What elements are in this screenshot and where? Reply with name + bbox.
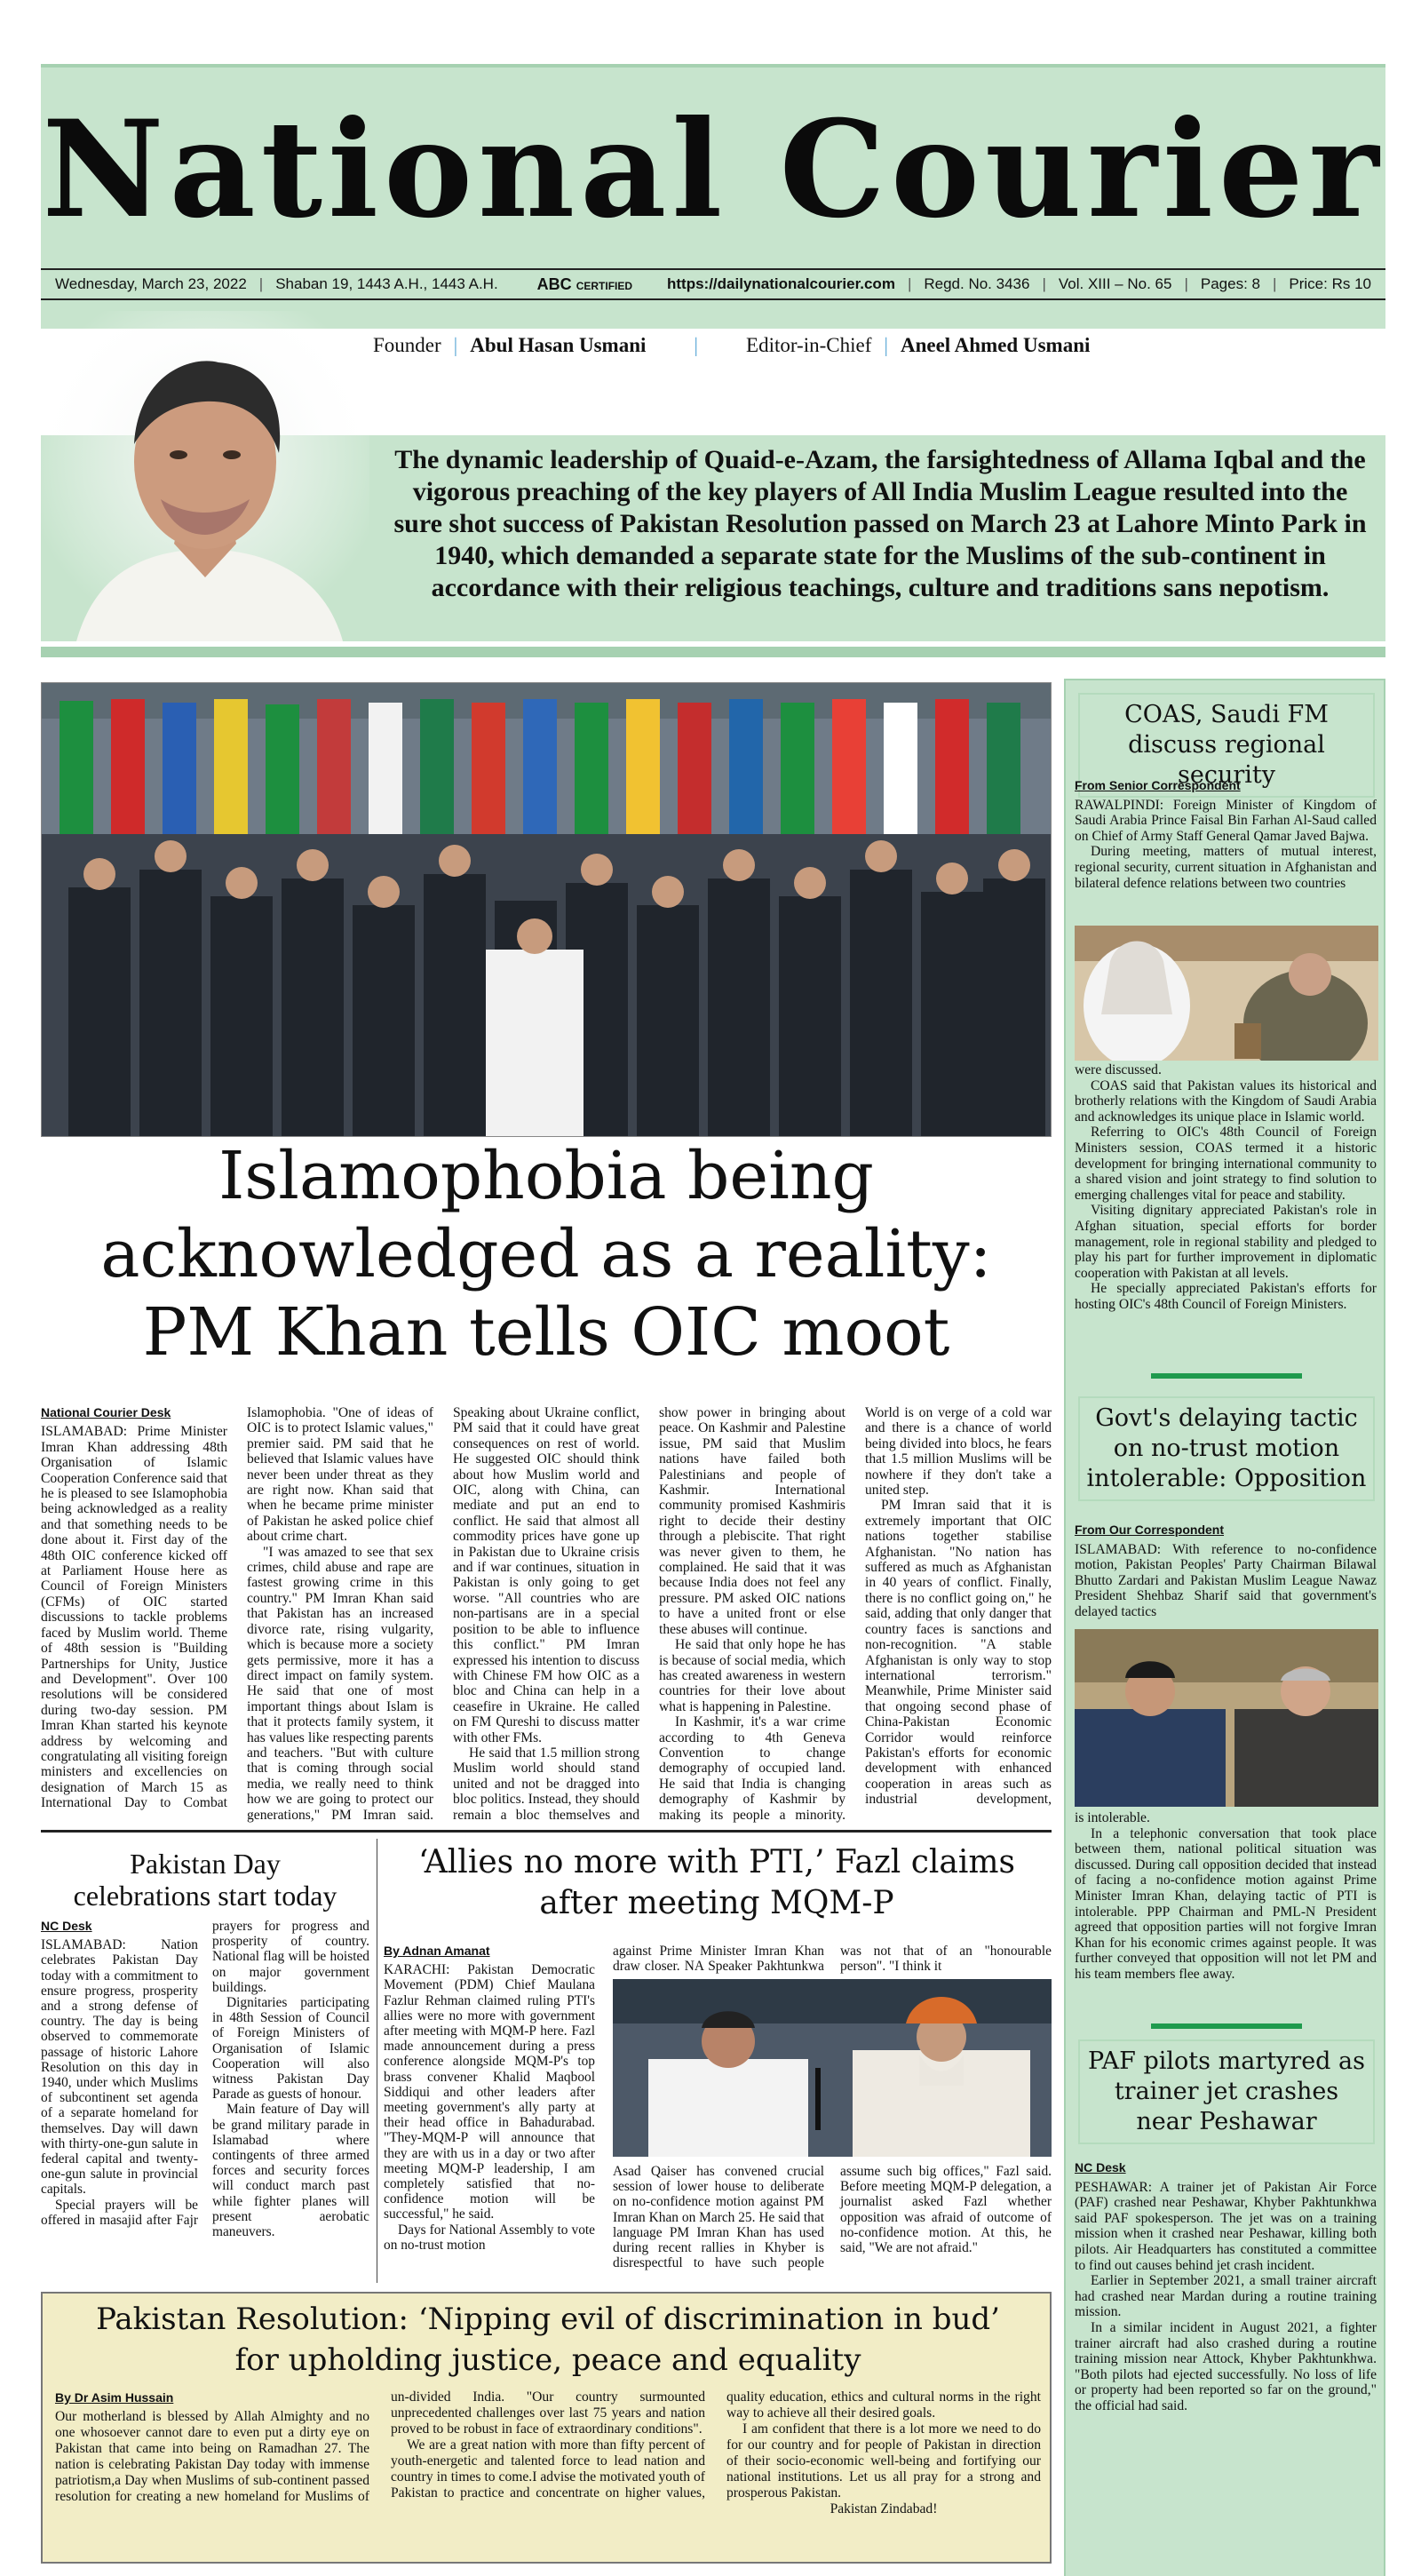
volume-number: Vol. XIII – No. 65 [1058,275,1172,292]
pakistan-day-headline: Pakistan Day celebrations start today [73,1848,337,1912]
pakistan-resolution-box [41,2292,1052,2564]
sidebar-story-coas-top: From Senior Correspondent RAWALPINDI: Foreign Minister of Kingdom of Saudi Arabia Prince Faisal Bin Farhan Al-Saud called on Chief of Army Staff General Qamar Javed Bajwa. During meeting, matters of mutual interest, regional security, current situation in Afghanistan and bilateral defence relations between two countries [1075,778,1377,891]
sidebar-story-opposition-top: From Our Correspondent ISLAMABAD: With reference to no-confidence motion, Pakistan Peoples' Party Chairman Bilawal Bhutto Zardari and Pakistan Muslim League Nawaz President Shehbaz Sharif said that government's delayed tactics [1075,1523,1377,1619]
price: Price: Rs 10 [1289,275,1371,292]
newspaper-title: National Courier [42,91,1385,248]
paragraph: In Kashmir, it's a war crime according to 4th Geneva Convention to change demography of occupied land. He said that India is changing demography of Kashmir by making its people a minority. World is on verge of a cold war and there is a chance of world being divided into blocs, he fears that 1.5 million Muslims will be nowhere if they don't take a united step. [659,1405,1052,1823]
masthead-info-bar: Wednesday, March 23, 2022 | Shaban 19, 1443 A.H., 1443 A.H. ABC CERTIFIED https://dailynationalcourier.com | Regd. No. 3436 | Vol. XIII – No. 65 | Pages: 8 | Price: Rs 10 [41,268,1385,300]
sidebar-story-coas-bottom: were discussed. COAS said that Pakistan values its historical and brotherly relations with the Kingdom of Saudi Arabia and acknowledges its unique place in Islamic world. Referring to OIC's 48th Council of Foreign Ministers session, COAS termed it a historic development for bringing international community to a shared vision and joint strategy to find solution to emerging challenges vital for peace and stability. Visiting dignitary appreciated Pakistan's role in Afghan situation, special efforts for border management, role in regional stability and pledged to play his part for further improvement in diplomatic cooperation with Pakistan at all levels. He specially appreciated Pakistan's efforts for hosting OIC's 48th Council of Foreign Ministers. [1075,1062,1377,1312]
page-count: Pages: 8 [1200,275,1260,292]
resolution-body: By Dr Asim Hussain Our motherland is blessed by Allah Almighty and no one whosoever cannot dare to even put a dirty eye on Pakistan that came into being on Ramadhan 27. The nation is celebrating Pakistan Day today with immense patriotism,a Day when Muslims of sub-continent passed resolution for creating a new homeland for Muslims of un-divided India. "Our country surmounted unprecedented challenges over last 75 years and nation proved to be robust in face of extraordinary conditions". We are a great nation with more than fifty percent of youth-energetic and talented force to lead nation and country in times to come.I advise the motivated youth of Pakistan to practice and concentrate on higher values, quality education, ethics and cultural norms in the right way to achieve all their desired goals. I am confident that there is a lot more we need to do for our country and for people of Pakistan in direction of their socio-economic well-being and fortifying our national institutions. Let us all pray for a strong and prosperous Pakistan. Pakistan Zindabad! [55,2389,1041,2516]
sidebar [1064,679,1385,2576]
resolution-headline: Pakistan Resolution: ‘Nipping evil of discrimination in bud’ for upholding justice, peace and equality [96,2302,1000,2378]
separator: | [258,275,264,292]
sidebar-divider [1151,1373,1302,1379]
coas-meeting-photo [1075,926,1378,1061]
registration-number: Regd. No. 3436 [924,275,1030,292]
sidebar-story-opposition-bottom: is intolerable. In a telephonic conversation that took place between them, national political situation was discussed. During call opposition decided that instead of facing a no-confidence motion against Prime Minister Imran Khan, delaying tactic of PTI is intolerable. PPP Chairman and PML-N President agreed that opposition parties will not forgive Imran Khan for his economic crimes against people. It was further conveyed that opposition will not let PM and his team members flee away. [1075,1810,1377,1982]
quote-text: The dynamic leadership of Quaid-e-Azam, the farsightedness of Allama Iqbal and the vigorous preaching of the key players of All India Muslim League resulted into the sure shot success of Pakistan Resolution passed on March 23 at Lahore Minto Park in 1940, which demanded a separate state for the Muslims of the sub-continent in accordance with their religious teachings, culture and traditions sans nepotism. [393,445,1367,602]
closing-line: Pakistan Zindabad! [830,2501,938,2516]
paragraph: ISLAMABAD: Prime Minister Imran Khan addressing 48th Organisation of Islamic Cooperation Conference said that he is pleased to see Islamophobia being acknowledged as a reality and that something needs to be done about it. First day of the 48th OIC conference kicked off at Parliament House here as Council of Foreign Ministers (CFMs) of OIC started discussions to tackle problems faced by Muslim world. Theme of 48th session is "Building Partnerships for Unity, Justice and Development". Over 100 resolutions will be considered during two-day session. PM Imran Khan started his keynote address by welcoming and congratulating all visiting foreign ministers and excellencies on designation of March 15 as International Day to Combat Islamophobia. "One of ideas of OIC is to protect Islamic values," premier said. PM said that he believed that Islamic values have never been under threat as they are right now. Khan said that when he became prime minister of Pakistan he asked police chief about crime chart. [41,1405,433,1811]
editor-label: Editor-in-Chief [746,334,872,356]
founder-label: Founder [373,334,441,356]
allies-story-column: By Adnan Amanat KARACHI: Pakistan Democratic Movement (PDM) Chief Maulana Fazlur Rehman claimed ruling PTI's allies were no more with government after meeting with MQM-P here. Fazl made announcement during a press conference alongside MQM-P's top brass convener Khalid Maqbool Siddiqui and other leaders after meeting government's ally party at their head office in Bahadurabad. "They-MQM-P will announce that they are with us in a day or two after meeting MQM-P leadership, I am completely satisfied that no-confidence motion will be successful," he said. Days for National Assembly to vote on no-trust motion [384,1944,595,2253]
section-divider [41,647,1385,657]
press-conference-photo [613,1979,1052,2157]
founder-portrait [41,311,369,641]
abc-certified-badge: ABC CERTIFIED [536,274,633,293]
sidebar-headline-opposition: Govt's delaying tactic on no-trust motion intolerable: Opposition [1078,1396,1375,1501]
website-url[interactable]: https://dailynationalcourier.com [667,275,895,292]
paragraph: "I was amazed to see that sex crimes, child abuse and rape are fastest growing crime in this country." PM Imran Khan said that Pakistan has an increased divorce rate, rising vulgarity, which is because more a society gets permissive, more it has a direct impact on family system. He said that one of most important things about Islam is that it protects family system, it has values like respecting parents and teachers. "But with culture that is coming through social media, we really need to think how we are going to protect our generations," PM Imran said. Speaking about Ukraine conflict, PM said that it could have great consequences on rest of world. He suggested OIC should think about how Muslim world and OIC, along with China, can mediate and put an end to conflict. He said that almost all commodity prices have gone up in Pakistan due to Ukraine crisis and if war continues, situation in Pakistan is only going to get worse. "All countries who are non-partisans are in a special position to be able to influence this conflict." PM Imran expressed his intention to discuss with Chinese FM how OIC as a bloc and China can help in a ceasefire in Ukraine. He called on FM Qureshi to discuss matter with other FMs. [247,1405,639,1823]
allies-story-top: against Prime Minister Imran Khan draw closer. NA Speaker Pakhtunkwa was not that of an "honourable person". "I think it [613,1944,1052,1975]
section-rule [41,1830,1052,1833]
sidebar-headline-coas: COAS, Saudi FM discuss regional security [1078,693,1375,798]
oic-group-photo [41,682,1052,1137]
allies-story-bottom: Asad Qaiser has convened crucial session of lower house to deliberate on no-confidence motion against PM Imran Khan on March 25. He said that language PM Imran Khan has used during recent rallies in Khyber is disrespectful to have such people assume such big offices," Fazl said. Before meeting MQM-P delegation, a journalist asked Fazl whether opposition was afraid of outcome of no-confidence motion. At this, he said, "We are not afraid." [613,2164,1052,2271]
founder-name: Abul Hasan Usmani [470,334,647,356]
editor-name: Aneel Ahmed Usmani [900,334,1091,356]
main-headline: Islamophobia being acknowledged as a reality: PM Khan tells OIC moot [100,1138,992,1371]
sidebar-headline-paf: PAF pilots martyred as trainer jet crashes near Peshawar [1078,2039,1375,2144]
sidebar-story-paf: NC Desk PESHAWAR: A trainer jet of Pakistan Air Force (PAF) crashed near Peshawar, Khyber Pakhtunkhwa said PAF spokesperson. The jet was on a training mission when it crashed near Peshawar, killing both pilots. Air Headquarters has constituted a committee to find out causes behind jet crash incident. Earlier in September 2021, a small trainer aircraft had crashed near Mardan during a routine training mission. In a similar incident in August 2021, a fighter trainer aircraft had also crashed during a routine training mission near Attock, Khyber Pakhtunkhwa. "Both pilots had ejected successfully. No loss of life or property had been reported so far on the ground," the official had said. [1075,2160,1377,2413]
paragraph: PM Imran said that it is extremely important that OIC nations together stabilise Afghanistan. "No nation has suffered as much as Afghanistan in 40 years of conflict. Finally, there is no conflict going on," he said, adding that only danger that country faces is sanctions and non-recognition. "A stable Afghanistan is only way to stop international terrorism." Meanwhile, Prime Minister said that ongoing second phase of China-Pakistan Economic Corridor would reinforce Pakistan's efforts for economic development with enhanced cooperation in areas such as industrial development, [865,1498,1052,1808]
byline: National Courier Desk [41,1405,171,1419]
sidebar-divider [1151,2023,1302,2029]
paragraph: He said that only hope he has is because of social media, which has created awareness in western countries for their love about what is happening in Palestine. [659,1637,845,1714]
paragraph: He said that 1.5 million strong Muslim world should stand united and not be dragged into bloc politics. Instead, they should remain a bloc themselves and show power in bringing about peace. On Kashmir and Palestine issue, PM said that Muslim nations have failed both Palestinians and people of Kashmir. International community promised Kashmiris right to decide their destiny through a plebiscite. That right was never given to them, he complained. He said that it was because India does not feel any pressure. PM asked OIC nations to have a united front or else these abuses will continue. [453,1405,845,1823]
allies-headline: ‘Allies no more with PTI,’ Fazl claims after meeting MQM-P [417,1844,1016,1921]
credits-line: Founder | Abul Hasan Usmani | Editor-in-Chief | Aneel Ahmed Usmani [373,334,1091,356]
opposition-leaders-photo [1075,1629,1378,1807]
masthead [41,64,1385,329]
pakistan-day-body: NC Desk ISLAMABAD: Nation celebrates Pakistan Day today with a commitment to ensure progress, prosperity and a strong defense of country. The day is being observed to commemorate passage of historic Lahore Resolution on this day in 1940, under which Muslims of subcontinent set agenda of a separate homeland for themselves. Day will dawn with thirty-one-gun salute in federal capital and twenty-one-gun salute in provincial capitals. Special prayers will be offered in masajid after Fajr prayers for progress and prosperity of country. National flag will be hoisted on major government buildings. Dignitaries participating in 48th Session of Council of Foreign Ministers of Organisation of Islamic Cooperation will also witness Pakistan Day Parade as guests of honour. Main feature of Day will be grand military parade in Islamabad where contingents of three armed forces and security forces will conduct march past while fighter planes will present aerobatic maneuvers. [41,1919,369,2240]
main-story-body [41,1405,1052,1823]
issue-date: Wednesday, March 23, 2022 [55,275,247,292]
hijri-date: Shaban 19, 1443 A.H., 1443 A.H. [275,275,498,292]
